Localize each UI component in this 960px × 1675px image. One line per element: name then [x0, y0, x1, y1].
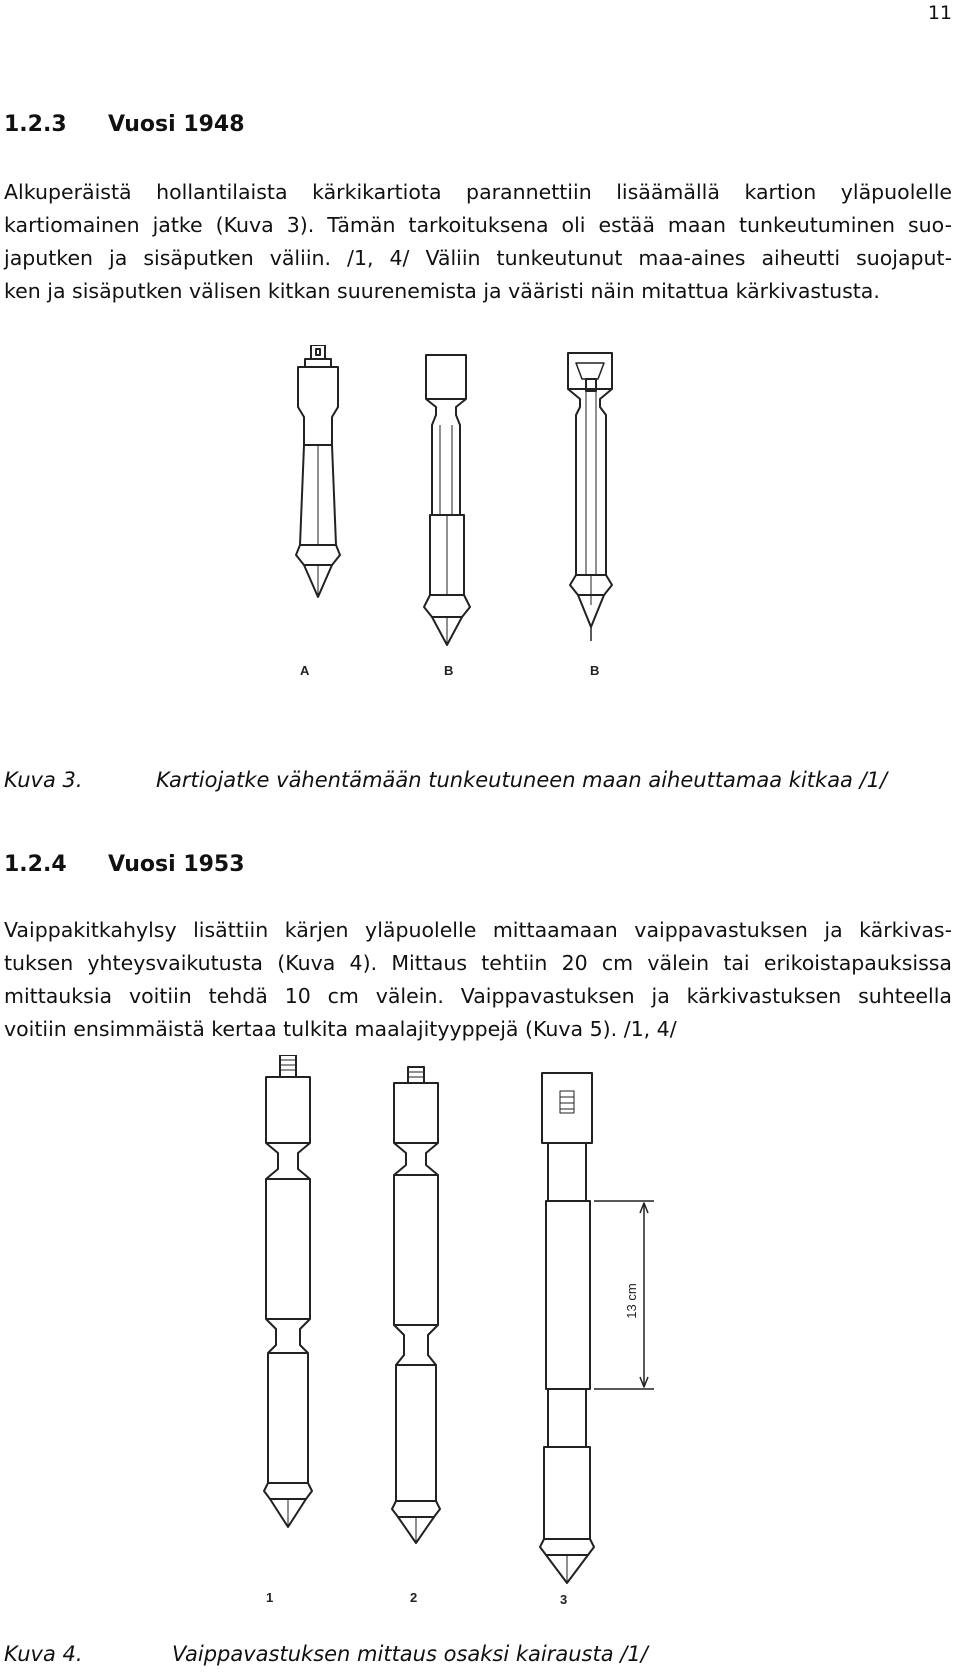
paragraph-line: Alkuperäistä hollantilaista kärkikartiota parannettiin lisäämällä kartion yläpuolelle [4, 180, 952, 204]
probe-b-illustration [424, 355, 470, 645]
probe-b-section-illustration [568, 353, 612, 641]
page-number: 11 [927, 2, 952, 24]
figure-4-label-3: 3 [560, 1592, 568, 1605]
paragraph-line: mittauksia voitiin tehdä 10 cm välein. Vaippavastuksen ja kärkivastuksen suhteella [4, 984, 952, 1008]
dimension-label: 13 cm [624, 1283, 639, 1319]
section-1-2-4-paragraph [4, 914, 952, 1046]
figure-3-drawing [260, 345, 680, 725]
caption-text: Vaippavastuksen mittaus osaksi kairausta /1/ [172, 1642, 648, 1666]
figure-3-label-b: B [444, 663, 454, 678]
probe-1-illustration [264, 1055, 312, 1527]
section-number: 1.2.4 [4, 852, 67, 877]
figure-4-label-2: 2 [410, 1590, 418, 1605]
probe-3-illustration [540, 1073, 594, 1583]
figure-4-caption [4, 1642, 648, 1666]
section-heading-1-2-3 [4, 112, 245, 137]
figure-4-label-1: 1 [266, 1590, 274, 1605]
probe-a-illustration [296, 345, 340, 597]
figure-4-drawing [210, 1055, 680, 1605]
figure-3-label-a: A [300, 663, 310, 678]
section-heading-1-2-4 [4, 852, 245, 877]
probe-2-illustration [392, 1067, 440, 1543]
caption-text: Kartiojatke vähentämään tunkeutuneen maan aiheuttamaa kitkaa /1/ [156, 768, 888, 792]
caption-number: Kuva 4. [4, 1642, 83, 1666]
section-number: 1.2.3 [4, 112, 67, 137]
paragraph-line: japutken ja sisäputken väliin. /1, 4/ Väliin tunkeutunut maa-aines aiheutti suojaput- [4, 246, 952, 270]
paragraph-line: kartiomainen jatke (Kuva 3). Tämän tarkoituksena oli estää maan tunkeutuminen suo- [4, 213, 952, 237]
paragraph-line: tuksen yhteysvaikutusta (Kuva 4). Mittaus tehtiin 20 cm välein tai erikoistapauksissa [4, 951, 952, 975]
figure-3-label-b2: B [590, 663, 600, 678]
dimension-marker [594, 1201, 654, 1389]
section-1-2-3-paragraph [4, 176, 952, 308]
caption-number: Kuva 3. [4, 768, 83, 792]
paragraph-line: voitiin ensimmäistä kertaa tulkita maalajityyppejä (Kuva 5). /1, 4/ [4, 1017, 677, 1041]
paragraph-line: ken ja sisäputken välisen kitkan suurenemista ja vääristi näin mitattua kärkivastusta. [4, 279, 880, 303]
paragraph-line: Vaippakitkahylsy lisättiin kärjen yläpuolelle mittaamaan vaippavastuksen ja kärkivas- [4, 918, 952, 942]
section-title: Vuosi 1953 [108, 852, 245, 877]
section-title: Vuosi 1948 [108, 112, 245, 137]
figure-3-caption [4, 768, 887, 792]
